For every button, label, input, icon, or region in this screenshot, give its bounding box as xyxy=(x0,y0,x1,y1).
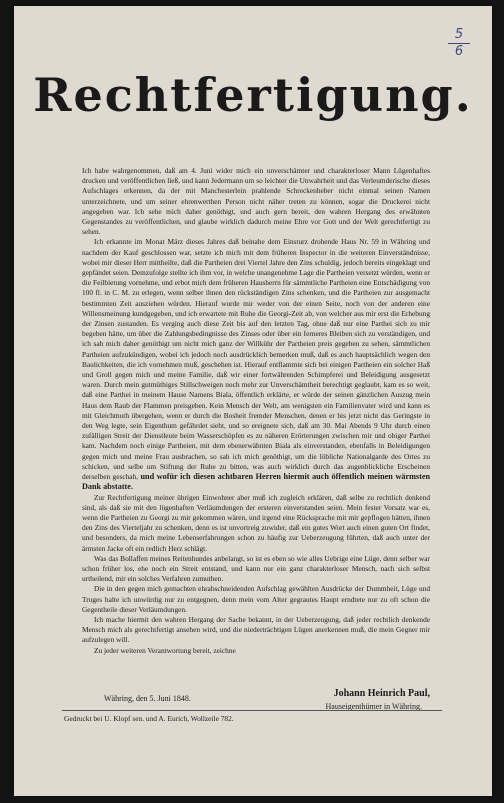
poster-sheet xyxy=(14,6,492,796)
body-text xyxy=(82,166,430,656)
paragraph-5: Die in den gegen mich gemachten ehrabschneidenden Aufschlag gewählten Ausdrücke der Dummheit, Lüge und Truges halte ich unwürdig nur zu entgegnen, denn mein vom Alter gegrautes Haupt erndtete nur zu oft schon die Gegentheile dieser Verläumdungen. xyxy=(82,584,430,614)
printer-divider xyxy=(62,710,442,711)
shelfmark-top: 5 xyxy=(454,27,464,42)
shelfmark xyxy=(448,28,470,60)
signatory-name: Johann Heinrich Paul, xyxy=(333,688,430,699)
paragraph-1: Ich habe wahrgenommen, daß am 4. Juni wider mich ein unverschämter und charakterloser Mann Lügenhaftes drucken und veröffentlichen ließ, und kann Jedermann um so leichter die Unwahrheit und das Verleumderische dieses Aufschlages erkennen, da der mit Manchesterlein prahlende Schreckenheber nicht einmal seinen Namen unterzeichnete, und um seiner ehrenwerthen Person nicht näher treten zu können, sogar die Druckerei nicht angegeben war. Ich sehe mich daher genöthigt, und auch gern bereit, den wahren Hergang des erwähnten Gegenstandes zu veröffentlichen, und glaube wirklich dadurch meine Ehre vor Gott und der Welt gerechtfertigt zu sehen. xyxy=(82,166,430,237)
paragraph-6: Ich mache hiermit den wahren Hergang der Sache bekannt, in der Ueberzeugung, daß jeder rechtlich denkende Mensch mich als gerechtfertigt ansehen wird, und die niederträchtigen Lügen anerkennen muß, die mein Gegner mir aufzulegen will. xyxy=(82,614,430,645)
paragraph-7: Zu jeder weiteren Verantwortung bereit, zeichne xyxy=(94,645,236,655)
poster-title: Rechtfertigung. xyxy=(33,68,473,122)
paragraph-2-text: Ich erkannte im Monat März dieses Jahres daß beinahe dem Einsturz drohende Haus Nr. 59 in Währing und nachdem der Kauf geschlossen war, setzte ich mich mit dem früheren Inspector in die weiteren Einverständnisse, wobei mir dieser Herr mittheilte, daß die Partheien drei Viertel Jahre den Zins schuldig, jedoch bereits eingeklagt und gepfändet seien. Demzufolge stellte ich ihm vor, in welche unangenehme Lage die Partheien versetzt würden, wenn er die Feilbietung vornehme, und erbot mich dem früheren Hausherrn für sämmtliche Partheien eine Entschädigung von 100 fl. in C. M. zu erlegen, wenn selber ihnen den rückständigen Zins schenken, und die Partheien zur ausgemacht bestimmten Zeit ausziehen würden. Hierauf wurde mir weder von der einen Seite, noch von der anderen eine Willensmeinung kundgegeben, und ich erwartete mit Ruhe die Georgi-Zeit ab, von welcher aus mir erst die Erhebung der Zinsen zustanden. Es verging auch diese Zeit bis auf den letzten Tag, ohne daß nur eine Parthei sich zu mir begeben hätte, um über die Zahlungsbedingnisse des Zinses oder über ein ferneres Bleiben sich zu verständigen, und ich sah mich daher genöthigt um nicht mich ganz der Willkühr der Partheien preis gegeben zu sehen, sämmtlichen Partheien aufzukündigen, wobei ich jedoch noch ausdrücklich bemerken muß, daß es auch hauptsächlich wegen den Baulichkeiten, die ich vornehmen muß, geschehen ist. Hierauf entflammte sich bei einigen Partheien ein solcher Haß und Groll gegen mich und meine Familie, daß wir einer fortwährenden Schimpferei und Beleidigung ausgesetzt waren. Durch mein gutmüthiges Stillschweigen noch mehr zur Unverschämtheit berechtigt geglaubt, kam es so weit, daß eine Parthei in meinem Hause Namens Biala, öffentlich erklärte, er würde der seinen gänzlichen Auszug mein Haus dem Raub der Flammen preisgeben. Kein Mensch der Welt, am wenigsten ein Familienvater wird und kann es mit Gleichmuth übergehen, wenn er durch die Bosheit fremder Menschen, denen er bis jetzt nicht das Geringste in den Weg legte, sein Eigenthum gefährdet sieht, und so ereignete sich, daß am 30. Mai Abends 9 Uhr durch einen zufälligen Streit der Dienstleute beim Wasserschöpfen es zu näheren Erörterungen zwischen mir und obiger Parthei kam. Nachdem noch einige Partheien, mit dem ebenerwähnten Biala als einverstanden, ebenfalls in Beleidigungen gegen mich und meine Frau ausbrachen, so sah ich mich genöthigt, um die löbliche Nationalgarde des Ortes zu schicken, und selbe um Stiftung der Ruhe zu bitten, was auch wirklich durch das augenblickliche Erscheinen derselben geschah, xyxy=(82,237,430,482)
signatory-role: Hauseigenthümer in Währing. xyxy=(325,702,422,711)
paragraph-4: Was das Bollaffen meines Reitenhundes anbelangt, so ist es eben so wie alles Uebrige eine Lüge, denn selber war schon früher los, ehe noch ein Streit entstand, und kann nur ein ganz charakterloser Mensch, nach sich selbst urtheilend, mir ein solches Verfahren zumuthen. xyxy=(82,553,430,584)
paragraph-3: Zur Rechtfertigung meiner übrigen Einwohner aber muß ich zugleich erklären, daß selbe zu rechtlich denkend sind, als daß sie mit den lügenhaften Verläumdungen der ersteren einverstanden seien. Mein fester Vorsatz war es, wenn die Partheien zu Georgi zu mir gekommen wären, und irgend eine Rücksprache mit mir gepflogen hätten, ihnen den Zins des Vierteljahr zu schenken, denn es ist unvortreig zuwider, daß ein gutes Wort auch einen guten Ort findet, und besonders, da mich meine Lebenserfahrungen schon zu häufig zur Ueberzeugung führten, daß auch unter der ärmsten Jacke oft ein redlich Herz schlägt. xyxy=(82,492,430,553)
place-date: Währing, den 5. Juni 1848. xyxy=(104,694,191,703)
printer-imprint: Gedruckt bei U. Klopf sen. und A. Eurich, Wollzeile 782. xyxy=(64,714,234,723)
shelfmark-bottom: 6 xyxy=(454,44,464,60)
paragraph-2 xyxy=(82,237,430,492)
highlight-text: und wofür ich diesen achtbaren Herren hiermit auch öffentlich meinen wärmsten Dank abstatte. xyxy=(82,472,431,492)
